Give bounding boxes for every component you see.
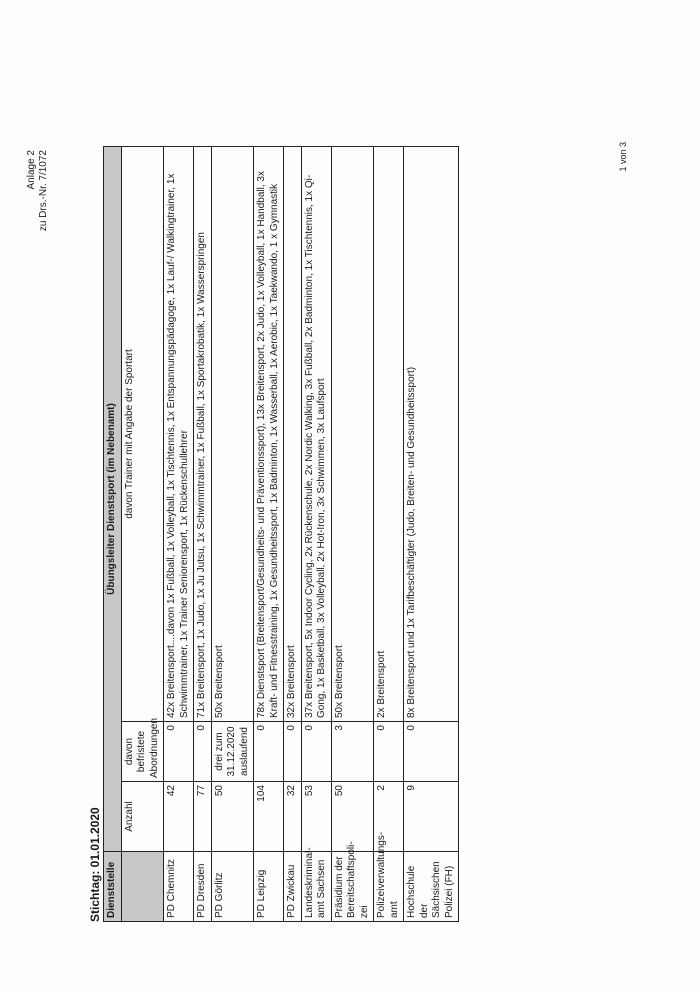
header-befristete: davon befristete Abordnungen	[121, 722, 164, 782]
header-blank	[121, 852, 164, 922]
cell-anzahl: 2	[374, 782, 404, 852]
cell-trainer: 71x Breitensport, 1x Judo, 1x Ju Jutsu, 1x Schwimmtrainer, 1x Fußball, 1x Sportakrobatik, 1x Wasserspringen	[194, 147, 212, 722]
cell-befristete: 3	[331, 722, 374, 782]
anlage-line: Anlage 2	[26, 150, 37, 190]
cell-dienststelle: Landeskriminal-amt Sachsen	[301, 852, 331, 922]
cell-befristete: 0	[374, 722, 404, 782]
reference-date: Stichtag: 01.01.2020	[88, 807, 102, 922]
table-row	[194, 147, 212, 922]
table-row	[331, 147, 374, 922]
header-dienststelle: Dienststelle	[104, 852, 122, 922]
drucksache-number: zu Drs.-Nr. 7/1072	[38, 150, 49, 232]
rotated-landscape-page	[26, 142, 648, 922]
cell-trainer: 78x Dienstsport (Breitensport/Gesundheits- und Präventionssport), 13x Breitensport, 2x Judo, 1x Volleyball, 1x Handball, 3x Kraft- und Fitnesstraining, 1x Gesundheitssport, 1x Badminton, 1x Wasserball, 1x Aerobic, 1x Taekwando, 1 x Gymnastik	[254, 147, 284, 722]
cell-befristete: 0	[404, 722, 459, 782]
table-row	[164, 147, 194, 922]
cell-anzahl: 9	[404, 782, 459, 852]
header-trainer: davon Trainer mit Angabe der Sportart	[121, 147, 164, 722]
cell-trainer: 50x Breitensport	[331, 147, 374, 722]
cell-anzahl: 50	[331, 782, 374, 852]
cell-trainer: 32x Breitensport	[284, 147, 302, 722]
table-row	[404, 147, 459, 922]
cell-befristete: 0	[301, 722, 331, 782]
cell-dienststelle: PD Leipzig	[254, 852, 284, 922]
cell-dienststelle: Hochschule der Sächsischen Polizei (FH)	[404, 852, 459, 922]
table-row	[254, 147, 284, 922]
cell-befristete: 0	[194, 722, 212, 782]
cell-anzahl: 53	[301, 782, 331, 852]
header-group: Übungsleiter Dienstsport (im Nebenamt)	[104, 147, 122, 852]
attachment-reference	[26, 150, 50, 231]
cell-dienststelle: Präsidium der Bereitschaftspoli-zei	[331, 852, 374, 922]
cell-anzahl: 32	[284, 782, 302, 852]
table-row	[211, 147, 254, 922]
cell-dienststelle: Polizeiverwaltungs-amt	[374, 852, 404, 922]
sport-instructors-table	[103, 146, 459, 922]
cell-anzahl: 50	[211, 782, 254, 852]
cell-befristete: 0	[284, 722, 302, 782]
cell-anzahl: 104	[254, 782, 284, 852]
cell-befristete: 0	[164, 722, 194, 782]
cell-befristete: 0	[254, 722, 284, 782]
table-row	[374, 147, 404, 922]
cell-dienststelle: PD Chemnitz	[164, 852, 194, 922]
page-number: 1 von 3	[618, 142, 628, 172]
cell-anzahl: 42	[164, 782, 194, 852]
cell-dienststelle: PD Dresden	[194, 852, 212, 922]
cell-trainer: 2x Breitensport	[374, 147, 404, 722]
cell-trainer: 37x Breitensport, 5x Indoor Cycling, 2x Rückenschule, 2x Nordic Walking, 3x Fußball, 2x Badminton, 1x Tischtennis, 1x Qi-Gong, 1x Basketball, 3x Volleyball, 2x Hot-Iron, 3x Schwimmen, 3x Laufsport	[301, 147, 331, 722]
table-row	[284, 147, 302, 922]
cell-trainer: 8x Breitensport und 1x Tarifbeschäftigter (Judo, Breiten- und Gesundheitssport)	[404, 147, 459, 722]
cell-trainer: 42x Breitensport....davon 1x Fußball, 1x Volleyball, 1x Tischtennis, 1x Entspannungspädagoge, 1x Lauf-/ Walkingtrainer, 1x Schwimmtrainer, 1x Trainer Seniorensport, 1x Rückenschullehrer	[164, 147, 194, 722]
header-anzahl: Anzahl	[121, 782, 164, 852]
cell-anzahl: 77	[194, 782, 212, 852]
table-row	[301, 147, 331, 922]
cell-dienststelle: PD Görlitz	[211, 852, 254, 922]
cell-trainer: 50x Breitensport	[211, 147, 254, 722]
cell-befristete: drei zum 31.12.2020 auslaufend	[211, 722, 254, 782]
cell-dienststelle: PD Zwickau	[284, 852, 302, 922]
